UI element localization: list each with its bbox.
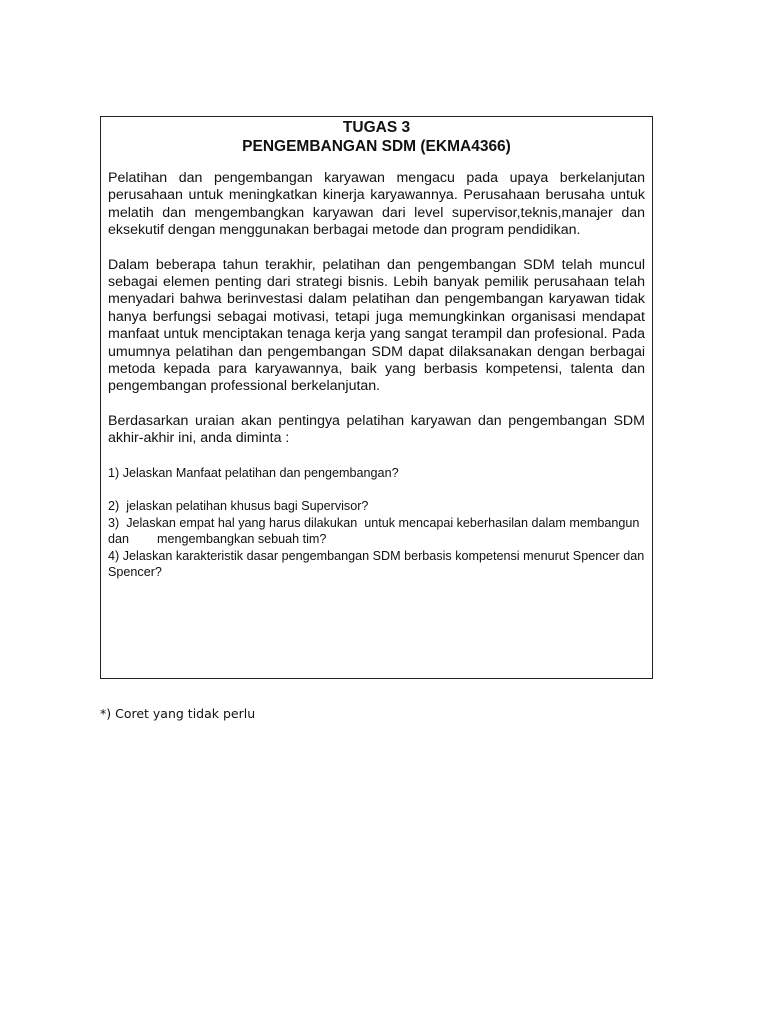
title-line-1: TUGAS 3 — [342, 119, 411, 136]
paragraph-3: Berdasarkan uraian akan pentingya pelatihan karyawan dan pengembangan SDM akhir-akhir ini, anda diminta : — [108, 412, 645, 447]
title-line-2: PENGEMBANGAN SDM (EKMA4366) — [242, 138, 511, 155]
question-2: 2) jelaskan pelatihan khusus bagi Supervisor? — [108, 499, 369, 514]
paragraph-1: Pelatihan dan pengembangan karyawan mengacu pada upaya berkelanjutan perusahaan untuk meningkatkan kinerja karyawannya. Perusahaan berusaha untuk melatih dan mengembangkan karyawan dari level supervisor,teknis,manajer dan eksekutif dengan menggunakan berbagai metode dan program pendidikan. — [108, 170, 645, 239]
question-list — [108, 465, 645, 581]
assignment-title — [108, 118, 645, 156]
question-1: 1) Jelaskan Manfaat pelatihan dan pengembangan? — [108, 465, 399, 480]
footnote: *) Coret yang tidak perlu — [100, 706, 256, 721]
question-4: 4) Jelaskan karakteristik dasar pengembangan SDM berbasis kompetensi menurut Spencer dan Spencer? — [108, 548, 645, 580]
assignment-box — [100, 116, 653, 679]
paragraph-2: Dalam beberapa tahun terakhir, pelatihan dan pengembangan SDM telah muncul sebagai elemen penting dari strategi bisnis. Lebih banyak pemilik perusahaan telah menyadari bahwa berinvestasi dalam pelatihan dan pengembangan karyawan tidak hanya berfungsi sebagai motivasi, tetapi juga memungkinkan organisasi mendapat manfaat untuk menciptakan tenaga kerja yang sangat terampil dan profesional. Pada umumnya pelatihan dan pengembangan SDM dapat dilaksanakan dengan berbagai metoda kepada para karyawannya, baik yang berbasis kompetensi, talenta dan pengembangan professional berkelanjutan. — [108, 256, 645, 395]
question-3: 3) Jelaskan empat hal yang harus dilakukan untuk mencapai keberhasilan dalam membangun dan mengembangkan sebuah tim? — [108, 515, 643, 547]
